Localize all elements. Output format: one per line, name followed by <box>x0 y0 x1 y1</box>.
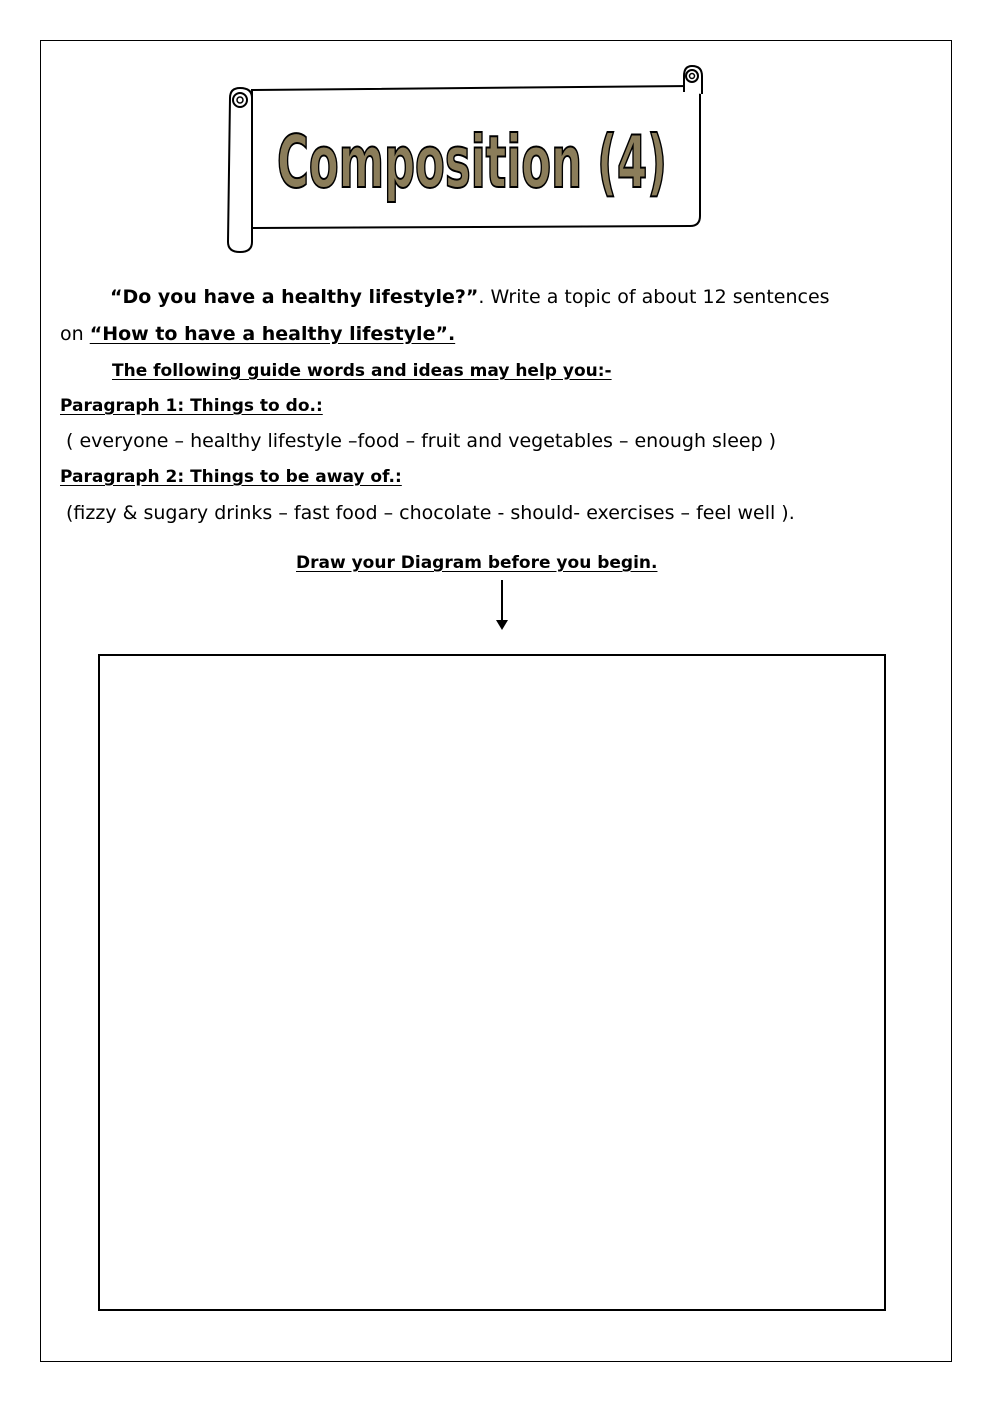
paragraph2-heading: Paragraph 2: Things to be away of.: <box>60 467 402 487</box>
paragraph1-guide-words: ( everyone – healthy lifestyle –food – fruit and vegetables – enough sleep ) <box>66 430 777 452</box>
intro-line-2 <box>60 322 940 346</box>
title-scroll-banner <box>222 62 708 258</box>
arrow-down-icon <box>490 580 514 632</box>
paragraph2-guide-words: (fizzy & sugary drinks – fast food – chocolate - should- exercises – feel well ). <box>66 502 795 524</box>
intro-line-1 <box>60 285 990 309</box>
intro-question: “Do you have a healthy lifestyle?” <box>110 286 479 308</box>
page-title: Composition (4) <box>277 120 667 204</box>
diagram-instruction: Draw your Diagram before you begin. <box>296 553 658 573</box>
scroll-icon <box>222 62 708 258</box>
intro-instruction: . Write a topic of about 12 sentences <box>478 286 830 308</box>
paragraph1-heading: Paragraph 1: Things to do.: <box>60 396 323 416</box>
guide-heading: The following guide words and ideas may help you:- <box>112 361 612 381</box>
intro-on-word: on <box>60 323 84 345</box>
diagram-drawing-area[interactable] <box>98 654 886 1311</box>
topic-title: “How to have a healthy lifestyle”. <box>89 323 456 345</box>
